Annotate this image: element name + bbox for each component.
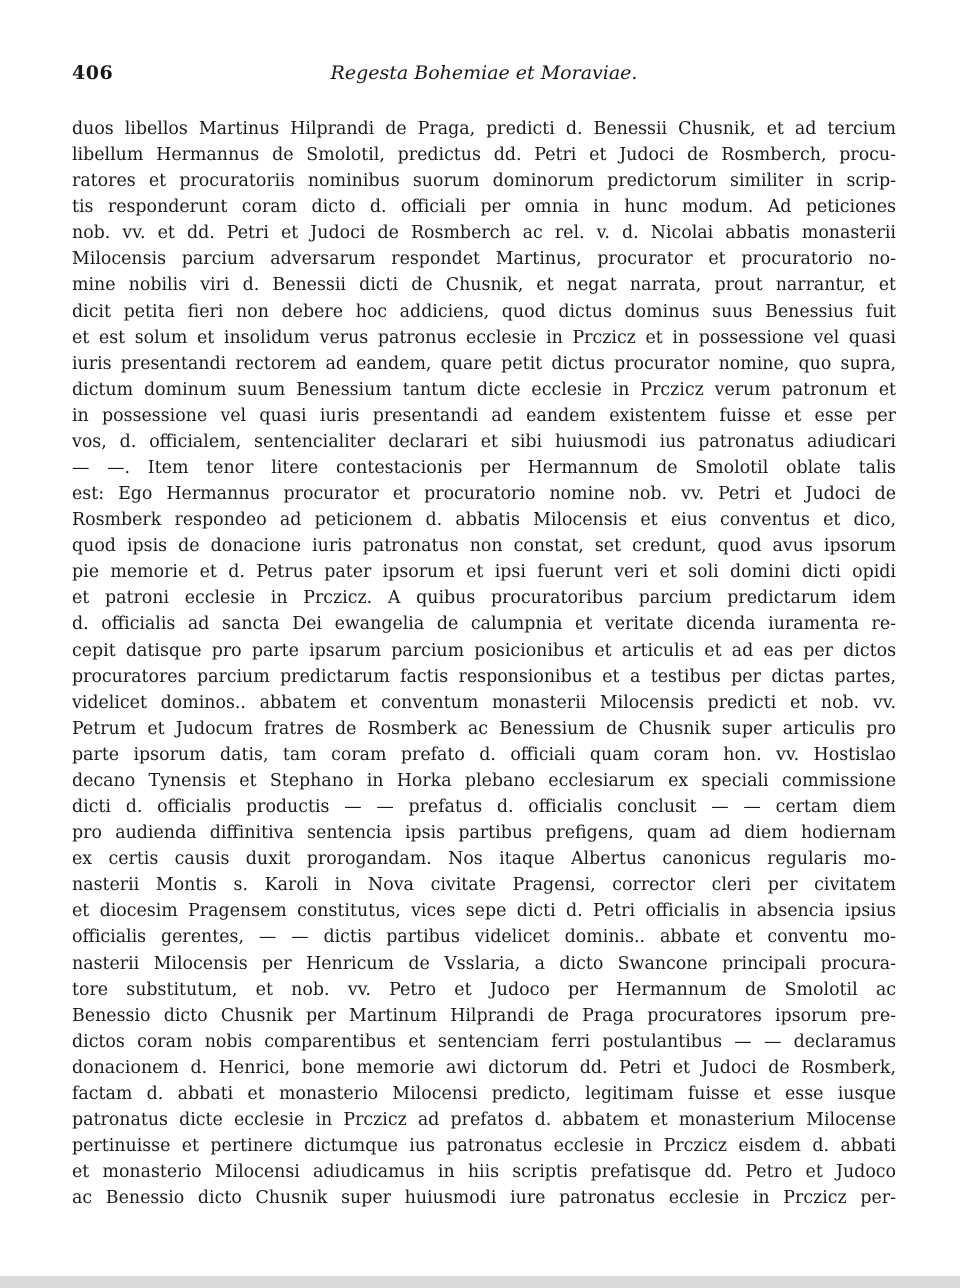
text-line: patronatus dicte ecclesie in Prczicz ad prefatos d. abbatem et monasterium Milocense xyxy=(72,1109,896,1130)
text-line: Petrum et Judocum fratres de Rosmberk ac Benessium de Chusnik super articulis pro xyxy=(72,718,896,739)
text-line: pie memorie et d. Petrus pater ipsorum et ipsi fuerunt veri et soli domini dicti opidi xyxy=(72,562,896,583)
text-line: libellum Hermannus de Smolotil, predictus dd. Petri et Judoci de Rosmberch, procu- xyxy=(72,145,896,166)
text-line: — —. Item tenor litere contestacionis per Hermannum de Smolotil oblate talis xyxy=(72,458,896,479)
text-line: tis responderunt coram dicto d. officiali per omnia in hunc modum. Ad peticiones xyxy=(72,197,896,218)
text-line: tore substitutum, et nob. vv. Petro et Judoco per Hermannum de Smolotil ac xyxy=(72,979,896,1000)
text-line: et patroni ecclesie in Prczicz. A quibus procuratoribus parcium predictarum idem xyxy=(72,588,896,609)
running-title: Regesta Bohemiae et Moraviae. xyxy=(330,62,638,84)
text-line: decano Tynensis et Stephano in Horka plebano ecclesiarum ex speciali commissione xyxy=(72,770,896,791)
text-line: est: Ego Hermannus procurator et procuratorio nomine nob. vv. Petri et Judoci de xyxy=(72,484,896,505)
text-line: procuratores parcium predictarum factis responsionibus et a testibus per dictas partes, xyxy=(72,666,896,687)
text-line: et diocesim Pragensem constitutus, vices sepe dicti d. Petri officialis in absencia ipsius xyxy=(72,901,896,922)
text-line: dictos coram nobis comparentibus et sentenciam ferri postulantibus — — declaramus xyxy=(72,1031,896,1052)
text-line: pertinuisse et pertinere dictumque ius patronatus ecclesie in Prczicz eisdem d. abbati xyxy=(72,1136,896,1157)
text-line: et est solum et insolidum verus patronus ecclesie in Prczicz et in possessione vel quasi xyxy=(72,327,896,348)
text-line: ratores et procuratoriis nominibus suorum dominorum predictorum similiter in scrip- xyxy=(72,171,896,192)
text-line: cepit datisque pro parte ipsarum parcium posicionibus et articulis et ad eas per dictos xyxy=(72,640,896,661)
text-line: quod ipsis de donacione iuris patronatus non constat, set credunt, quod avus ipsorum xyxy=(72,536,896,557)
text-line: iuris presentandi rectorem ad eandem, quare petit dictus procurator nomine, quo supra, xyxy=(72,353,896,374)
text-line: nasterii Montis s. Karoli in Nova civitate Pragensi, corrector cleri per civitatem xyxy=(72,875,896,896)
text-line: nob. vv. et dd. Petri et Judoci de Rosmberch ac rel. v. d. Nicolai abbatis monasterii xyxy=(72,223,896,244)
text-line: officialis gerentes, — — dictis partibus videlicet dominis.. abbate et conventu mo- xyxy=(72,927,896,948)
text-line: in possessione vel quasi iuris presentandi ad eandem existentem fuisse et esse per xyxy=(72,405,896,426)
text-line: pro audienda diffinitiva sentencia ipsis partibus prefigens, quam ad diem hodiernam xyxy=(72,823,896,844)
running-head xyxy=(72,62,896,92)
text-line: videlicet dominos.. abbatem et conventum monasterii Milocensis predicti et nob. vv. xyxy=(72,692,896,713)
text-line: Milocensis parcium adversarum respondet Martinus, procurator et procuratorio no- xyxy=(72,249,896,270)
text-line: dicti d. officialis productis — — prefatus d. officialis conclusit — — certam diem xyxy=(72,797,896,818)
text-line: d. officialis ad sancta Dei ewangelia de calumpnia et veritate dicenda iuramenta re- xyxy=(72,614,896,635)
text-line: duos libellos Martinus Hilprandi de Praga, predicti d. Benessii Chusnik, et ad tercium xyxy=(72,119,896,139)
text-line: mine nobilis viri d. Benessii dicti de Chusnik, et negat narrata, prout narrantur, et xyxy=(72,275,896,296)
text-line: vos, d. officialem, sentencialiter declarari et sibi huiusmodi ius patronatus adiudicari xyxy=(72,431,896,452)
body-text xyxy=(72,116,896,1211)
text-line: ex certis causis duxit prorogandam. Nos itaque Albertus canonicus regularis mo- xyxy=(72,849,896,870)
text-line: dictum dominum suum Benessium tantum dicte ecclesie in Prczicz verum patronum et xyxy=(72,379,896,400)
text-line: dicit petita fieri non debere hoc addiciens, quod dictus dominus suus Benessius fuit xyxy=(72,301,896,322)
text-line: et monasterio Milocensi adiudicamus in hiis scriptis prefatisque dd. Petro et Judoco xyxy=(72,1162,896,1183)
text-line: parte ipsorum datis, tam coram prefato d. officiali quam coram hon. vv. Hostislao xyxy=(72,744,896,765)
text-line: Rosmberk respondeo ad peticionem d. abbatis Milocensis et eius conventus et dico, xyxy=(72,510,896,531)
text-line: factam d. abbati et monasterio Milocensi predicto, legitimam fuisse et esse iusque xyxy=(72,1083,896,1104)
text-line: nasterii Milocensis per Henricum de Vsslaria, a dicto Swancone principali procura- xyxy=(72,953,896,974)
page-bottom-edge xyxy=(0,1276,960,1288)
text-line: ac Benessio dicto Chusnik super huiusmodi iure patronatus ecclesie in Prczicz per- xyxy=(72,1188,896,1209)
text-line: Benessio dicto Chusnik per Martinum Hilprandi de Praga procuratores ipsorum pre- xyxy=(72,1005,896,1026)
page-number: 406 xyxy=(72,62,114,84)
text-line: donacionem d. Henrici, bone memorie awi dictorum dd. Petri et Judoci de Rosmberk, xyxy=(72,1057,896,1078)
